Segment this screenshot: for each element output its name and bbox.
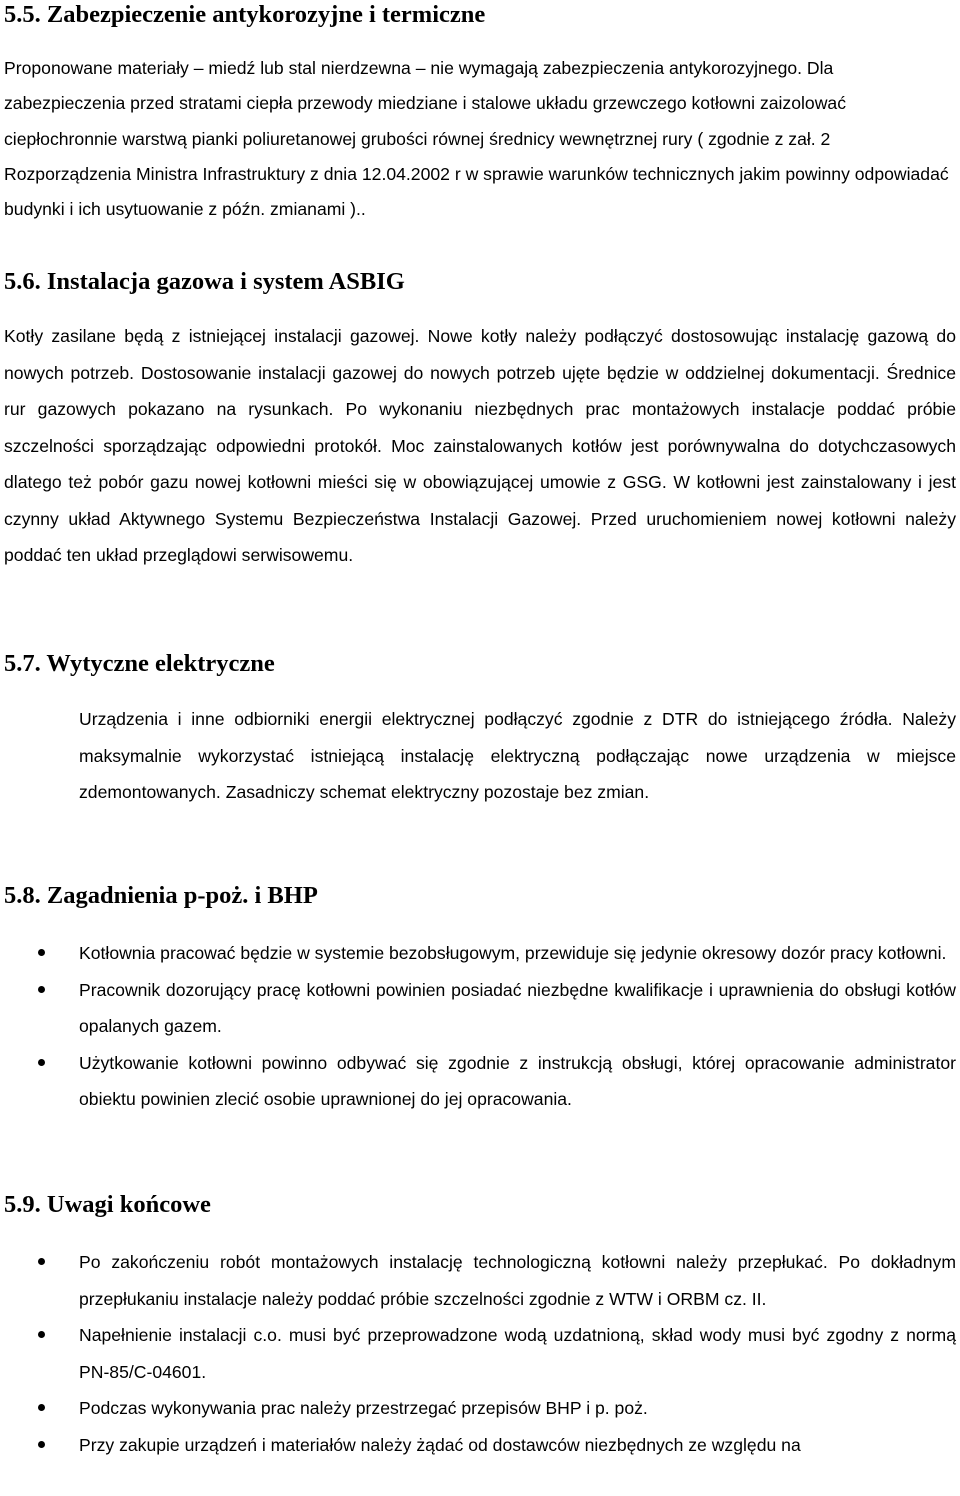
list-item: Kotłownia pracować będzie w systemie bezobsługowym, przewiduje się jedynie okresowy dozór pracy kotłowni. — [0, 935, 956, 972]
bullet-list-5-8 — [0, 935, 956, 1118]
section-heading-5-8: 5.8. Zagadnienia p-poż. i BHP — [4, 882, 318, 909]
section-heading-5-7: 5.7. Wytyczne elektryczne — [4, 650, 275, 677]
list-item: Przy zakupie urządzeń i materiałów należy żądać od dostawców niezbędnych ze względu na — [0, 1427, 956, 1464]
bullet-list-5-9 — [0, 1244, 956, 1463]
section-heading-5-5: 5.5. Zabezpieczenie antykorozyjne i termiczne — [4, 1, 486, 28]
list-item: Użytkowanie kotłowni powinno odbywać się zgodnie z instrukcją obsługi, której opracowanie administrator obiektu powinien zlecić osobie uprawnionej do jej opracowania. — [0, 1045, 956, 1118]
list-item: Napełnienie instalacji c.o. musi być przeprowadzone wodą uzdatnioną, skład wody musi być zgodny z normą PN-85/C-04601. — [0, 1317, 956, 1390]
section-paragraph-5-5: Proponowane materiały – miedź lub stal nierdzewna – nie wymagają zabezpieczenia antykorozyjnego. Dla zabezpieczenia przed stratami ciepła przewody miedziane i stalowe układu grzewczego kotłowni zaizolować ciepłochronnie warstwą pianki poliuretanowej grubości równej średnicy wewnętrznej rury ( zgodnie z zał. 2 Rozporządzenia Ministra Infrastruktury z dnia 12.04.2002 r w sprawie warunków technicznych jakim powinny odpowiadać budynki i ich usytuowanie z późn. zmianami ).. — [4, 58, 949, 220]
section-paragraph-5-7: Urządzenia i inne odbiorniki energii elektrycznej podłączyć zgodnie z DTR do istniejącego źródła. Należy maksymalnie wykorzystać istniejącą instalację elektryczną podłączając nowe urządzenia w miejsce zdemontowanych. Zasadniczy schemat elektryczny pozostaje bez zmian. — [79, 709, 956, 802]
bullet-icon — [38, 1331, 45, 1338]
bullet-icon — [38, 986, 45, 993]
bullet-icon — [38, 1258, 45, 1265]
list-item: Po zakończeniu robót montażowych instalację technologiczną kotłowni należy przepłukać. Po dokładnym przepłukaniu instalacje należy poddać próbie szczelności zgodnie z WTW i ORBM cz. II. — [0, 1244, 956, 1317]
list-item: Podczas wykonywania prac należy przestrzegać przepisów BHP i p. poż. — [0, 1390, 956, 1427]
section-heading-5-6: 5.6. Instalacja gazowa i system ASBIG — [4, 268, 405, 295]
bullet-icon — [38, 1441, 45, 1448]
list-item: Pracownik dozorujący pracę kotłowni powinien posiadać niezbędne kwalifikacje i uprawnienia do obsługi kotłów opalanych gazem. — [0, 972, 956, 1045]
section-paragraph-5-6: Kotły zasilane będą z istniejącej instalacji gazowej. Nowe kotły należy podłączyć dostosowując instalację gazową do nowych potrzeb. Dostosowanie instalacji gazowej do nowych potrzeb ujęte będzie w oddzielnej dokumentacji. Średnice rur gazowych pokazano na rysunkach. Po wykonaniu niezbędnych prac montażowych instalacje poddać próbie szczelności sporządzając odpowiedni protokół. Moc zainstalowanych kotłów jest porównywalna do dotychczasowych dlatego też pobór gazu nowej kotłowni mieści się w obowiązującej umowie z GSG. W kotłowni jest zainstalowany i jest czynny układ Aktywnego Systemu Bezpieczeństwa Instalacji Gazowej. Przed uruchomieniem nowej kotłowni należy poddać ten układ przeglądowi serwisowemu. — [4, 326, 956, 565]
bullet-icon — [38, 949, 45, 956]
bullet-icon — [38, 1059, 45, 1066]
bullet-icon — [38, 1404, 45, 1411]
section-heading-5-9: 5.9. Uwagi końcowe — [4, 1191, 211, 1218]
